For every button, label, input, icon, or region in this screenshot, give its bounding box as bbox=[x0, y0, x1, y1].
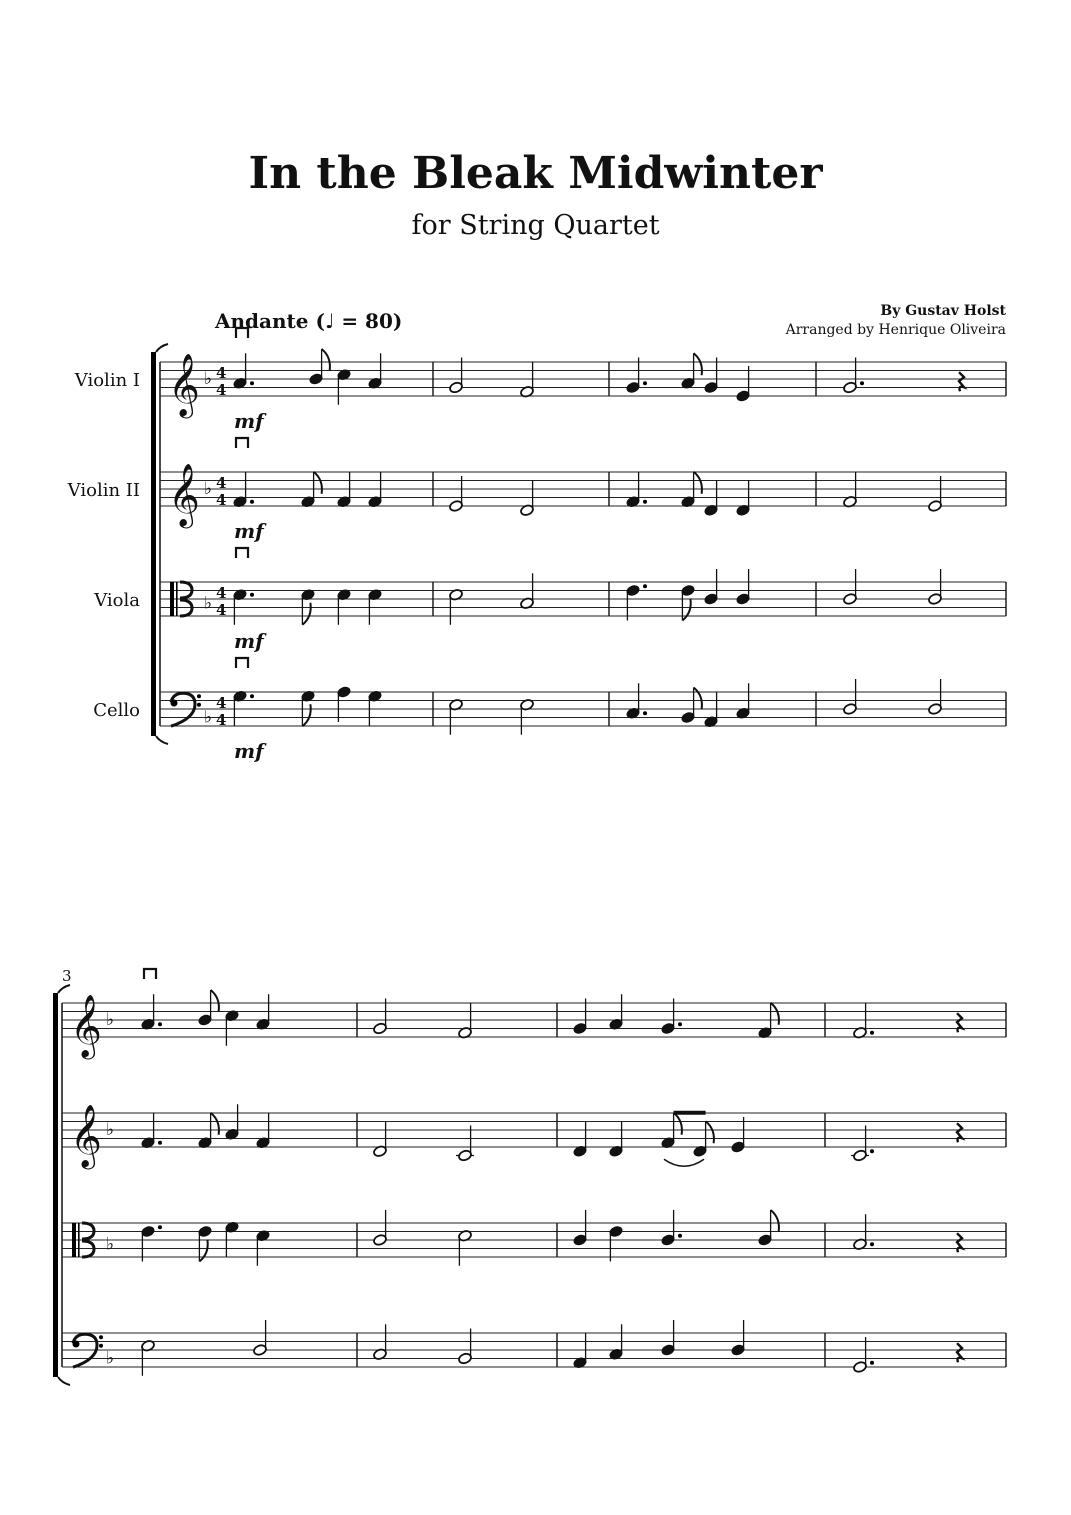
note-flag bbox=[322, 349, 330, 371]
augmentation-dot bbox=[250, 593, 254, 597]
note-flag bbox=[682, 599, 690, 621]
note-flag bbox=[199, 1240, 207, 1262]
note bbox=[337, 472, 352, 508]
note bbox=[301, 588, 316, 624]
note bbox=[233, 690, 254, 726]
treble-clef-icon: 𝄞 bbox=[168, 463, 200, 526]
treble-clef-icon: 𝄞 bbox=[168, 353, 200, 416]
note bbox=[256, 1113, 271, 1149]
note bbox=[731, 1320, 746, 1356]
note bbox=[681, 584, 696, 620]
note bbox=[368, 353, 383, 389]
treble-clef-icon: 𝄞 bbox=[70, 994, 102, 1057]
down-bow-icon bbox=[236, 328, 248, 338]
system-bracket bbox=[53, 993, 58, 1377]
note bbox=[758, 1003, 779, 1039]
bass-clef-curve bbox=[171, 693, 195, 726]
note bbox=[681, 353, 702, 389]
flat-icon: ♭ bbox=[106, 1010, 115, 1030]
note bbox=[456, 1126, 474, 1162]
note-flag bbox=[302, 603, 310, 625]
down-bow-icon bbox=[144, 969, 156, 979]
note-flag bbox=[314, 472, 322, 494]
bass-clef-icon bbox=[171, 693, 202, 726]
bass-clef-dot bbox=[197, 703, 201, 707]
note bbox=[704, 480, 719, 516]
treble-clef-icon: 𝄞 bbox=[70, 1104, 102, 1167]
note bbox=[337, 686, 352, 722]
quarter-rest bbox=[957, 1123, 962, 1142]
bass-clef-dot bbox=[99, 1335, 103, 1339]
quarter-rest bbox=[957, 1233, 962, 1252]
tempo-value: = 80) bbox=[334, 309, 403, 333]
system-bracket-hook bbox=[58, 985, 70, 1385]
note-flag bbox=[302, 704, 310, 726]
note-flag bbox=[771, 1210, 779, 1232]
quarter-note-icon: ♩ bbox=[324, 309, 335, 333]
note-flag bbox=[694, 472, 702, 494]
quarter-rest bbox=[959, 372, 964, 391]
flat-icon: ♭ bbox=[204, 479, 213, 499]
note bbox=[851, 1126, 874, 1162]
note bbox=[373, 999, 388, 1035]
time-signature-top: 4 bbox=[216, 694, 227, 712]
flat-icon: ♭ bbox=[204, 369, 213, 389]
augmentation-dot bbox=[678, 1022, 682, 1026]
note bbox=[520, 480, 535, 516]
alto-clef-bar bbox=[176, 582, 178, 616]
note bbox=[928, 476, 943, 512]
bass-clef-dot bbox=[73, 1341, 80, 1348]
note bbox=[661, 1210, 682, 1246]
note bbox=[141, 1339, 156, 1375]
note bbox=[198, 1113, 219, 1149]
note bbox=[458, 1003, 473, 1039]
note bbox=[609, 1225, 624, 1261]
note bbox=[957, 1233, 962, 1252]
note bbox=[704, 692, 719, 728]
quarter-rest bbox=[957, 1343, 962, 1362]
note bbox=[368, 690, 383, 726]
augmentation-dot bbox=[860, 381, 864, 385]
note bbox=[843, 569, 858, 605]
time-signature-bottom: 4 bbox=[216, 711, 227, 729]
note bbox=[609, 1121, 624, 1157]
note bbox=[957, 1343, 962, 1362]
system-bracket bbox=[151, 352, 156, 736]
bass-clef-dot bbox=[197, 694, 201, 698]
note bbox=[957, 1013, 962, 1032]
note bbox=[458, 1329, 473, 1365]
note bbox=[449, 588, 464, 624]
note bbox=[573, 1333, 588, 1369]
system-bracket-hook bbox=[156, 344, 168, 744]
note bbox=[681, 688, 702, 724]
time-signature-top: 4 bbox=[216, 364, 227, 382]
note bbox=[225, 1104, 240, 1140]
note bbox=[225, 1221, 240, 1257]
note-flag bbox=[674, 1113, 682, 1135]
note bbox=[225, 1009, 240, 1045]
instrument-name: Viola bbox=[94, 590, 140, 611]
score-title: In the Bleak Midwinter bbox=[248, 148, 823, 199]
note bbox=[626, 472, 647, 508]
flat-icon: ♭ bbox=[106, 1120, 115, 1140]
augmentation-dot bbox=[678, 1234, 682, 1238]
note bbox=[661, 1320, 676, 1356]
composer-credit: By Gustav Holst bbox=[880, 303, 1006, 319]
dynamic-marking: mf bbox=[234, 629, 264, 653]
note bbox=[843, 472, 858, 508]
note bbox=[373, 1210, 388, 1246]
note bbox=[959, 372, 964, 391]
augmentation-dot bbox=[158, 1022, 162, 1026]
note bbox=[449, 358, 464, 394]
dynamic-marking: mf bbox=[234, 519, 264, 543]
time-signature-bottom: 4 bbox=[216, 601, 227, 619]
note bbox=[957, 1123, 962, 1142]
down-bow-icon bbox=[236, 438, 248, 448]
note bbox=[573, 1210, 588, 1246]
note bbox=[928, 569, 943, 605]
note bbox=[736, 480, 751, 516]
note bbox=[368, 472, 383, 508]
note bbox=[256, 994, 271, 1030]
note-flag bbox=[694, 353, 702, 375]
note bbox=[368, 588, 383, 624]
note bbox=[520, 573, 535, 609]
note-flag bbox=[694, 688, 702, 710]
note bbox=[853, 1214, 874, 1250]
note bbox=[301, 472, 322, 508]
note bbox=[253, 1320, 268, 1356]
bass-clef-dot bbox=[171, 700, 178, 707]
augmentation-dot bbox=[643, 381, 647, 385]
note bbox=[337, 588, 352, 624]
flat-icon: ♭ bbox=[106, 1348, 115, 1369]
note bbox=[704, 569, 719, 605]
note-flag bbox=[211, 990, 219, 1012]
alto-clef-bar bbox=[78, 1223, 80, 1257]
slur bbox=[664, 1159, 704, 1166]
score-subtitle: for String Quartet bbox=[411, 210, 660, 241]
down-bow-icon bbox=[236, 658, 248, 668]
augmentation-dot bbox=[158, 1225, 162, 1229]
note-flag bbox=[771, 1003, 779, 1025]
note bbox=[141, 994, 162, 1030]
note-flag bbox=[211, 1113, 219, 1135]
note bbox=[309, 349, 330, 385]
time-signature-top: 4 bbox=[216, 474, 227, 492]
note bbox=[233, 353, 254, 389]
note bbox=[758, 1210, 779, 1246]
tempo-label: Andante ( bbox=[215, 309, 325, 333]
note bbox=[736, 683, 751, 719]
note bbox=[573, 999, 588, 1035]
note bbox=[661, 999, 682, 1035]
note bbox=[626, 683, 647, 719]
augmentation-dot bbox=[250, 694, 254, 698]
note bbox=[373, 1324, 388, 1360]
note bbox=[736, 366, 751, 402]
note bbox=[520, 698, 535, 734]
note bbox=[449, 698, 464, 734]
note bbox=[681, 472, 702, 508]
note bbox=[233, 472, 254, 508]
note bbox=[301, 690, 316, 726]
augmentation-dot bbox=[643, 500, 647, 504]
augmentation-dot bbox=[250, 500, 254, 504]
note bbox=[141, 1225, 162, 1261]
note bbox=[337, 368, 352, 404]
note bbox=[233, 588, 254, 624]
augmentation-dot bbox=[643, 584, 647, 588]
instrument-name: Violin I bbox=[74, 370, 140, 391]
note bbox=[704, 358, 719, 394]
note bbox=[928, 679, 943, 715]
note bbox=[843, 358, 864, 394]
note bbox=[843, 679, 858, 715]
note bbox=[449, 476, 464, 512]
down-bow-icon bbox=[236, 548, 248, 558]
note bbox=[198, 990, 219, 1026]
note bbox=[661, 1113, 682, 1149]
note bbox=[256, 1229, 271, 1265]
note bbox=[693, 1121, 714, 1157]
flat-icon: ♭ bbox=[204, 593, 213, 614]
note bbox=[626, 584, 647, 620]
note bbox=[573, 1121, 588, 1157]
bass-clef-dot bbox=[99, 1344, 103, 1348]
augmentation-dot bbox=[250, 381, 254, 385]
instrument-name: Violin II bbox=[67, 480, 140, 501]
note bbox=[373, 1121, 388, 1157]
time-signature-top: 4 bbox=[216, 584, 227, 602]
flat-icon: ♭ bbox=[204, 707, 213, 728]
note bbox=[520, 362, 535, 398]
augmentation-dot bbox=[870, 1361, 874, 1365]
flat-icon: ♭ bbox=[106, 1234, 115, 1255]
augmentation-dot bbox=[870, 1242, 874, 1246]
dynamic-marking: mf bbox=[234, 409, 264, 433]
augmentation-dot bbox=[643, 711, 647, 715]
note bbox=[198, 1225, 213, 1261]
note bbox=[626, 358, 647, 394]
bass-clef-icon bbox=[73, 1334, 104, 1367]
note bbox=[141, 1113, 162, 1149]
note bbox=[853, 1337, 874, 1373]
alto-clef-bar bbox=[170, 582, 174, 616]
augmentation-dot bbox=[870, 1031, 874, 1035]
time-signature-bottom: 4 bbox=[216, 491, 227, 509]
note bbox=[458, 1229, 473, 1265]
instrument-name: Cello bbox=[93, 700, 140, 721]
note-flag bbox=[706, 1121, 714, 1143]
note bbox=[736, 569, 751, 605]
bass-clef-curve bbox=[73, 1334, 97, 1367]
note bbox=[731, 1117, 746, 1153]
arranger-credit: Arranged by Henrique Oliveira bbox=[785, 322, 1006, 338]
note bbox=[609, 994, 624, 1030]
time-signature-bottom: 4 bbox=[216, 381, 227, 399]
measure-number: 3 bbox=[62, 967, 72, 985]
augmentation-dot bbox=[870, 1149, 874, 1153]
note bbox=[853, 1003, 874, 1039]
alto-clef-bar bbox=[72, 1223, 76, 1257]
dynamic-marking: mf bbox=[234, 739, 264, 763]
augmentation-dot bbox=[158, 1141, 162, 1145]
quarter-rest bbox=[957, 1013, 962, 1032]
note bbox=[609, 1324, 624, 1360]
